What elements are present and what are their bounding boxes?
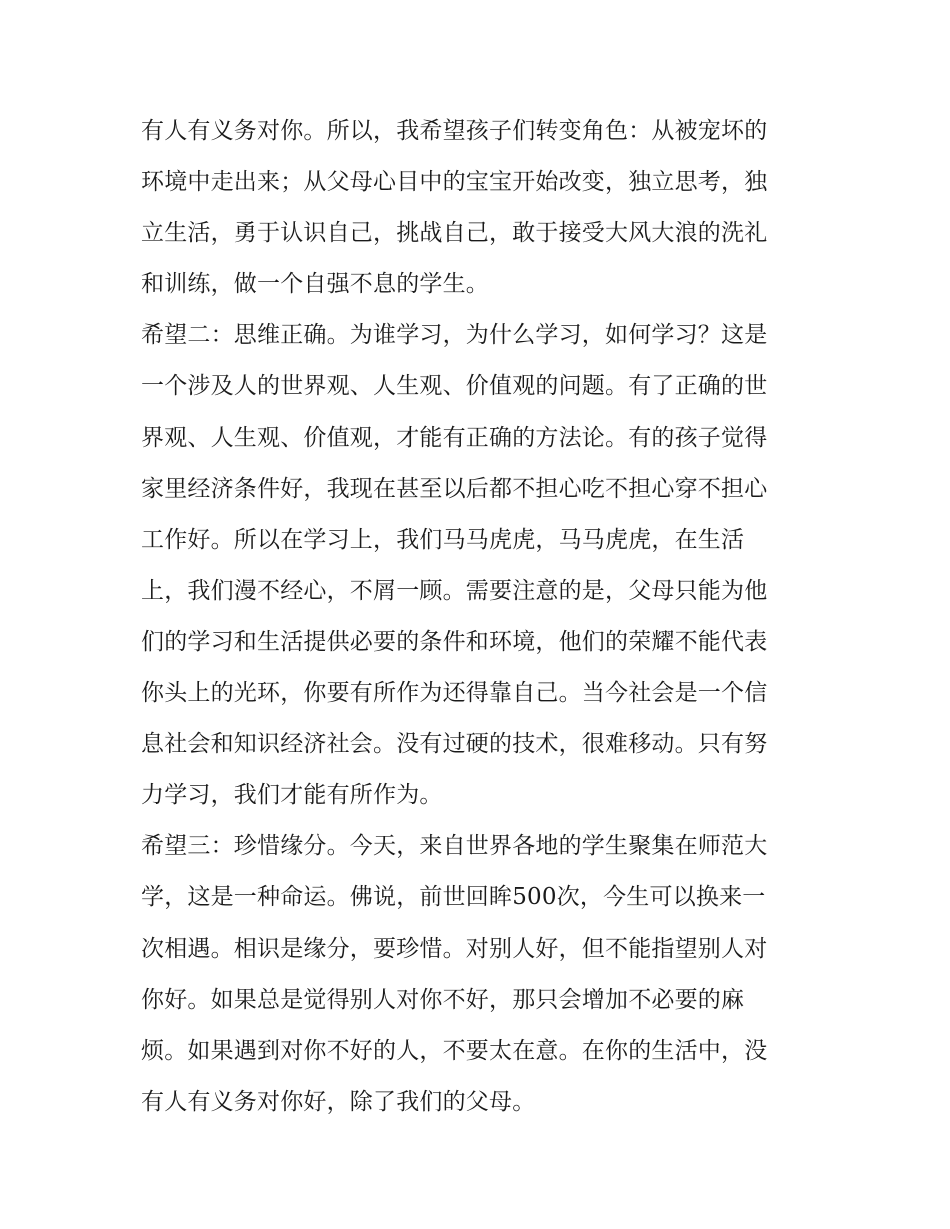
text-line: 希望三：珍惜缘分。今天，来自世界各地的学生聚集在师范大 bbox=[141, 833, 768, 860]
text-line: 上，我们漫不经心，不屑一顾。需要注意的是，父母只能为他 bbox=[141, 577, 768, 604]
text-line: 一个涉及人的世界观、人生观、价值观的问题。有了正确的世 bbox=[141, 373, 768, 400]
text-line: 们的学习和生活提供必要的条件和环境，他们的荣耀不能代表 bbox=[141, 628, 768, 655]
text-line: 你好。如果总是觉得别人对你不好，那只会增加不必要的麻 bbox=[141, 986, 745, 1013]
text-line: 界观、人生观、价值观，才能有正确的方法论。有的孩子觉得 bbox=[141, 424, 768, 451]
text-line: 力学习，我们才能有所作为。 bbox=[141, 782, 443, 809]
text-line: 环境中走出来；从父母心目中的宝宝开始改变，独立思考，独 bbox=[141, 169, 768, 196]
text-line: 希望二：思维正确。为谁学习，为什么学习，如何学习？这是 bbox=[141, 322, 768, 349]
text-line: 有人有义务对你好，除了我们的父母。 bbox=[141, 1088, 536, 1115]
text-line: 有人有义务对你。所以，我希望孩子们转变角色：从被宠坏的 bbox=[141, 118, 768, 144]
text-line: 立生活，勇于认识自己，挑战自己，敢于接受大风大浪的洗礼 bbox=[141, 220, 768, 247]
text-line: 息社会和知识经济社会。没有过硬的技术，很难移动。只有努 bbox=[141, 731, 768, 758]
text-line: 和训练，做一个自强不息的学生。 bbox=[141, 271, 489, 298]
text-line: 工作好。所以在学习上，我们马马虎虎，马马虎虎，在生活 bbox=[141, 526, 745, 553]
text-line: 烦。如果遇到对你不好的人，不要太在意。在你的生活中，没 bbox=[141, 1037, 768, 1064]
text-line: 学，这是一种命运。佛说，前世回眸500次，今生可以换来一 bbox=[141, 884, 766, 911]
body-text bbox=[141, 106, 821, 1128]
text-line: 次相遇。相识是缘分，要珍惜。对别人好，但不能指望别人对 bbox=[141, 935, 768, 962]
text-line: 家里经济条件好，我现在甚至以后都不担心吃不担心穿不担心 bbox=[141, 475, 768, 502]
text-line: 你头上的光环，你要有所作为还得靠自己。当今社会是一个信 bbox=[141, 680, 768, 707]
